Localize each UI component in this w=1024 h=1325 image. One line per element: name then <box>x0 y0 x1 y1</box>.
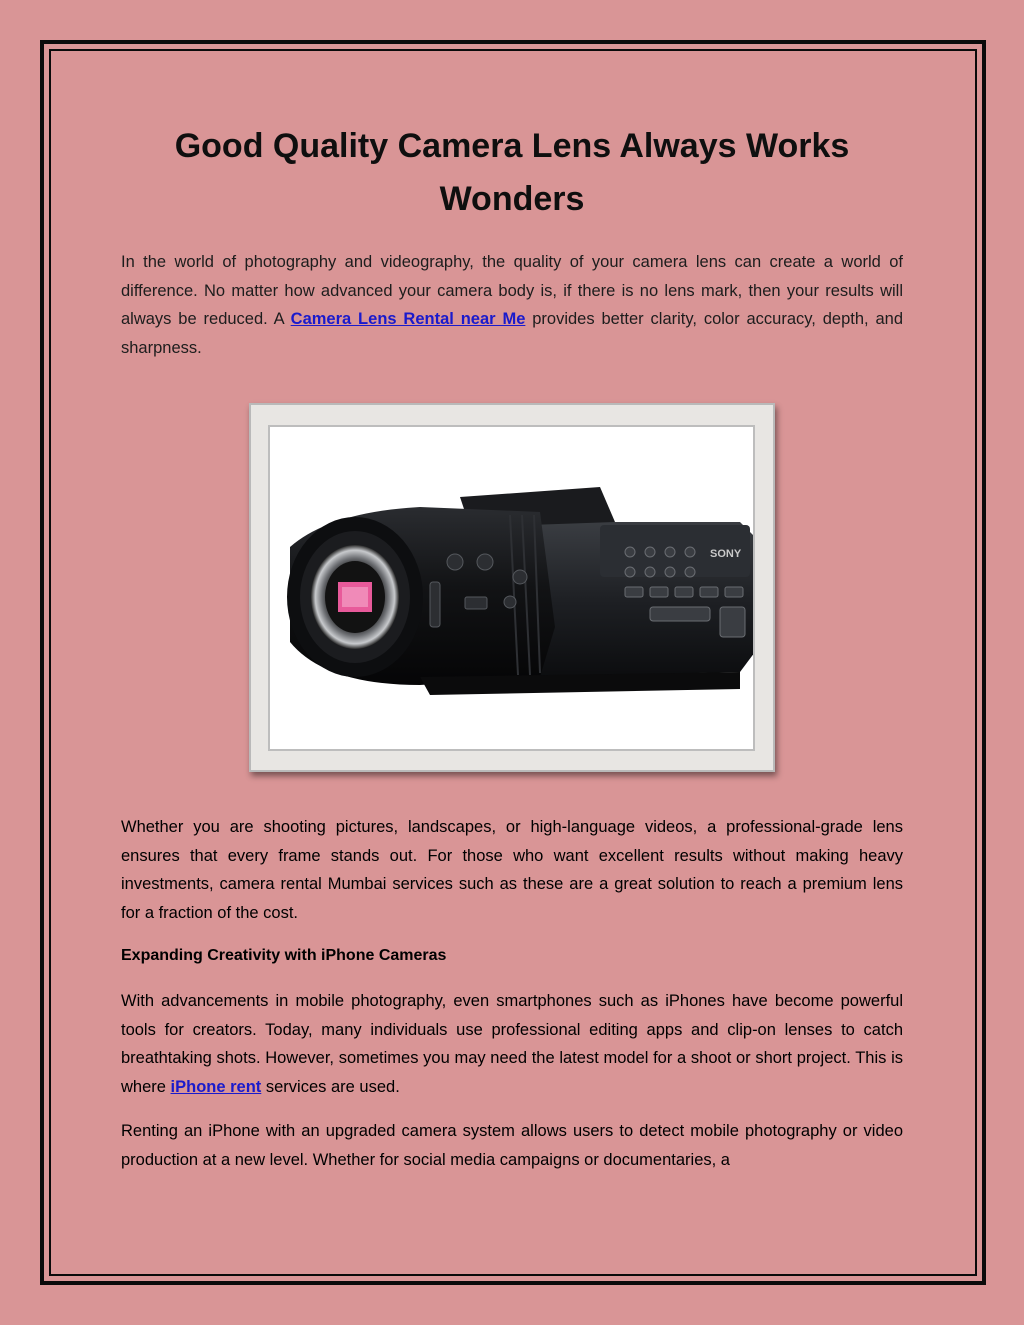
paragraph-4: Renting an iPhone with an upgraded camera system allows users to detect mobile photography or video production at a new level. Whether for social media campaigns or documentaries, a <box>121 1122 903 1169</box>
p3-text-before: With advancements in mobile photography, even smartphones such as iPhones have become powerful tools for creators. Today, many individuals use professional editing apps and clip-on lenses to catch breathtaking shots. However, sometimes you may need the latest model for a shoot or short project. This is where <box>121 992 903 1096</box>
article-top <box>121 120 903 362</box>
camcorder-illustration <box>270 427 753 749</box>
sony-logo: SONY <box>710 548 742 560</box>
intro-text-before: In the world of photography and videography, the quality of your camera lens can create a world of difference. No matter how advanced your camera body is, if there is no lens mark, then your results will always be reduced. A <box>121 253 903 328</box>
camera-image-frame <box>249 403 775 772</box>
intro-paragraph <box>121 248 903 362</box>
camera-image <box>268 425 755 751</box>
p3-text-after: services are used. <box>261 1077 400 1096</box>
iphone-rent-link[interactable]: iPhone rent <box>170 1077 262 1096</box>
intro-text-after: provides better clarity, color accuracy, depth, and sharpness. <box>121 310 903 357</box>
camera-lens-rental-link[interactable]: Camera Lens Rental near Me <box>290 310 526 328</box>
paragraph-3 <box>121 987 903 1101</box>
page-title: Good Quality Camera Lens Always Works Wonders <box>174 127 850 218</box>
section-heading: Expanding Creativity with iPhone Cameras <box>121 947 447 964</box>
paragraph-2: Whether you are shooting pictures, landscapes, or high-language videos, a professional-grade lens ensures that every frame stands out. For those who want excellent results without making heavy investments, camera rental Mumbai services such as these are a great solution to reach a premium lens for a fraction of the cost. <box>121 818 903 922</box>
